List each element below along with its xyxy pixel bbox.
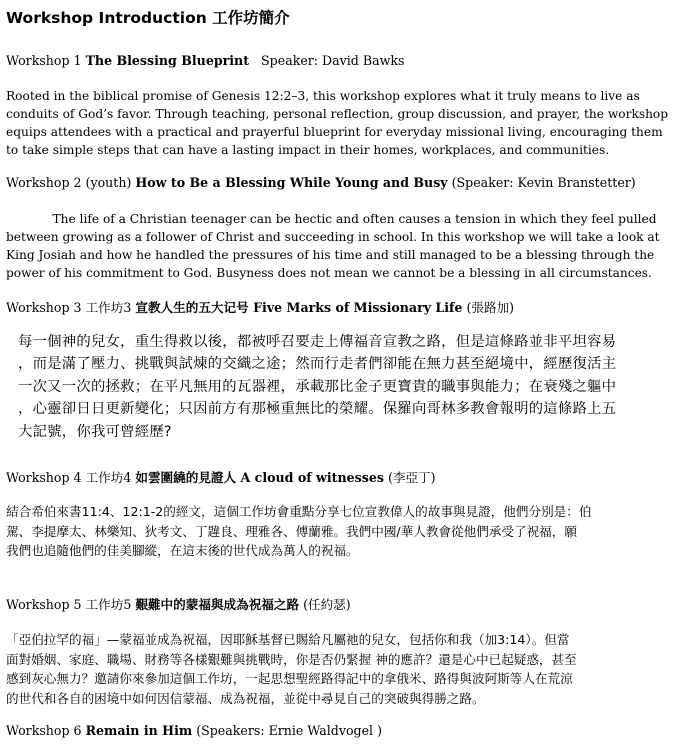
workshop-3-line-1: 每一個神的兒女，重生得救以後，都被呼召要走上傳福音宣教之路，但是這條路並非平坦容易 <box>18 334 617 350</box>
workshop-1-speaker: Speaker: David Bawks <box>249 53 405 68</box>
workshop-1-line-1: Rooted in the biblical promise of Genesis 12:2–3, this workshop explores what it truly means to live as <box>6 89 640 103</box>
workshop-1-line-4: to take simple steps that can have a lasting impact in their homes, workplaces, and communities. <box>6 143 610 157</box>
workshop-4-line-2: 駕、李提摩太、林樂知、狄考文、丁韙良、理雅各、傅蘭雅。我們中國/華人教會從他們承受了祝福，願 <box>6 523 577 539</box>
workshop-3-line-3: 一次又一次的拯救；在平凡無用的瓦器裡，承載那比金子更寶貴的職事與能力；在衰殘之軀中 <box>18 378 617 395</box>
workshop-4-line-1: 結合希伯來書11:4、12:1-2的經文，這個工作坊會重點分享七位宣教偉人的故事與見證，他們分別是：伯 <box>6 504 592 519</box>
workshop-2-description <box>6 210 660 282</box>
workshop-6-title: Remain in Him <box>85 723 193 738</box>
workshop-1-line-2: conduits of God’s favor. Through teaching, personal reflection, group discussion, and prayer, the workshop <box>6 107 669 121</box>
workshop-3-description <box>18 331 616 443</box>
workshop-3-line-4: ，心靈卻日日更新變化；只因前方有那極重無比的榮耀。保羅向哥林多教會報明的這條路上五 <box>18 401 617 418</box>
workshop-4-title: 如雲圍繞的見證人 A cloud of witnesses <box>135 470 384 485</box>
workshop-2-speaker: (Speaker: Kevin Branstetter) <box>447 175 636 190</box>
workshop-6-prefix: Workshop 6 <box>6 723 86 738</box>
workshop-1-description <box>6 87 668 159</box>
workshop-4-speaker: (李亞丁) <box>383 470 436 485</box>
workshop-5-prefix: Workshop 5 工作坊5 <box>6 597 136 612</box>
workshop-3-heading <box>6 300 514 316</box>
workshop-2-prefix: Workshop 2 (youth) <box>6 175 136 190</box>
workshop-4-prefix: Workshop 4 工作坊4 <box>6 470 136 485</box>
workshop-5-speaker: (任約瑟) <box>299 597 351 612</box>
workshop-2-line-3: King Josiah and how he handled the pressures of his time and still managed to be a blessing through the <box>6 248 655 262</box>
workshop-5-heading <box>6 597 351 613</box>
workshop-2-line-2: between growing as a follower of Christ and succeeding in school. In this workshop we will take a look at <box>6 230 660 244</box>
workshop-4-description <box>6 502 591 561</box>
workshop-3-title: 宣教人生的五大记号 Five Marks of Missionary Life <box>135 300 463 315</box>
workshop-2-line-4: power of his commitment to God. Busyness does not mean we cannot be a blessing in all circumstances. <box>6 266 652 280</box>
workshop-5-line-4: 的世代和各自的困境中如何因信蒙福、成為祝福，並從中尋見自己的突破與得勝之路。 <box>6 690 485 706</box>
workshop-3-line-2: ，而是滿了壓力、挑戰與試煉的交織之途；然而行走者們卻能在無力甚至絕境中，經歷復活主 <box>18 356 617 373</box>
workshop-1-heading <box>6 53 405 69</box>
workshop-3-prefix: Workshop 3 工作坊3 <box>6 300 136 315</box>
workshop-4-line-3: 我們也追隨他們的佳美腳縱，在這末後的世代成為萬人的祝福。 <box>6 543 359 558</box>
page-title: Workshop Introduction 工作坊簡介 <box>6 9 290 27</box>
workshop-5-line-1: 「亞伯拉罕的福」—蒙福並成為祝福，因耶穌基督已賜給凡屬祂的兒女，包括你和我（加3:14）。但當 <box>6 632 570 647</box>
workshop-5-description <box>6 630 577 708</box>
workshop-2-title: How to Be a Blessing While Young and Busy <box>135 175 448 190</box>
workshop-5-line-2: 面對婚姻、家庭、職場、財務等各樣艱難與挑戰時，你是否仍緊握 神的應許？還是心中已起疑惑，甚至 <box>6 651 577 667</box>
workshop-1-title: The Blessing Blueprint <box>85 53 250 68</box>
workshop-3-speaker: (張路加) <box>462 300 515 315</box>
workshop-1-line-3: equips attendees with a practical and prayerful blueprint for everyday missional living, encouraging them <box>6 125 663 139</box>
workshop-2-heading <box>6 175 636 191</box>
workshop-5-line-3: 感到灰心無力？邀請你來參加這個工作坊，一起思想聖經路得記中的拿俄米、路得與波阿斯等人在荒涼 <box>6 671 573 686</box>
workshop-5-title: 艱難中的蒙福與成為祝福之路 <box>135 597 300 612</box>
workshop-2-line-1: The life of a Christian teenager can be hectic and often causes a tension in which they feel pulled <box>6 212 657 226</box>
workshop-6-speaker: (Speakers: Ernie Waldvogel ) <box>192 723 382 738</box>
workshop-1-prefix: Workshop 1 <box>6 53 86 68</box>
workshop-3-line-5: 大記號，你我可曾經歷? <box>18 423 172 440</box>
workshop-4-heading <box>6 470 436 486</box>
workshop-6-heading <box>6 723 382 739</box>
